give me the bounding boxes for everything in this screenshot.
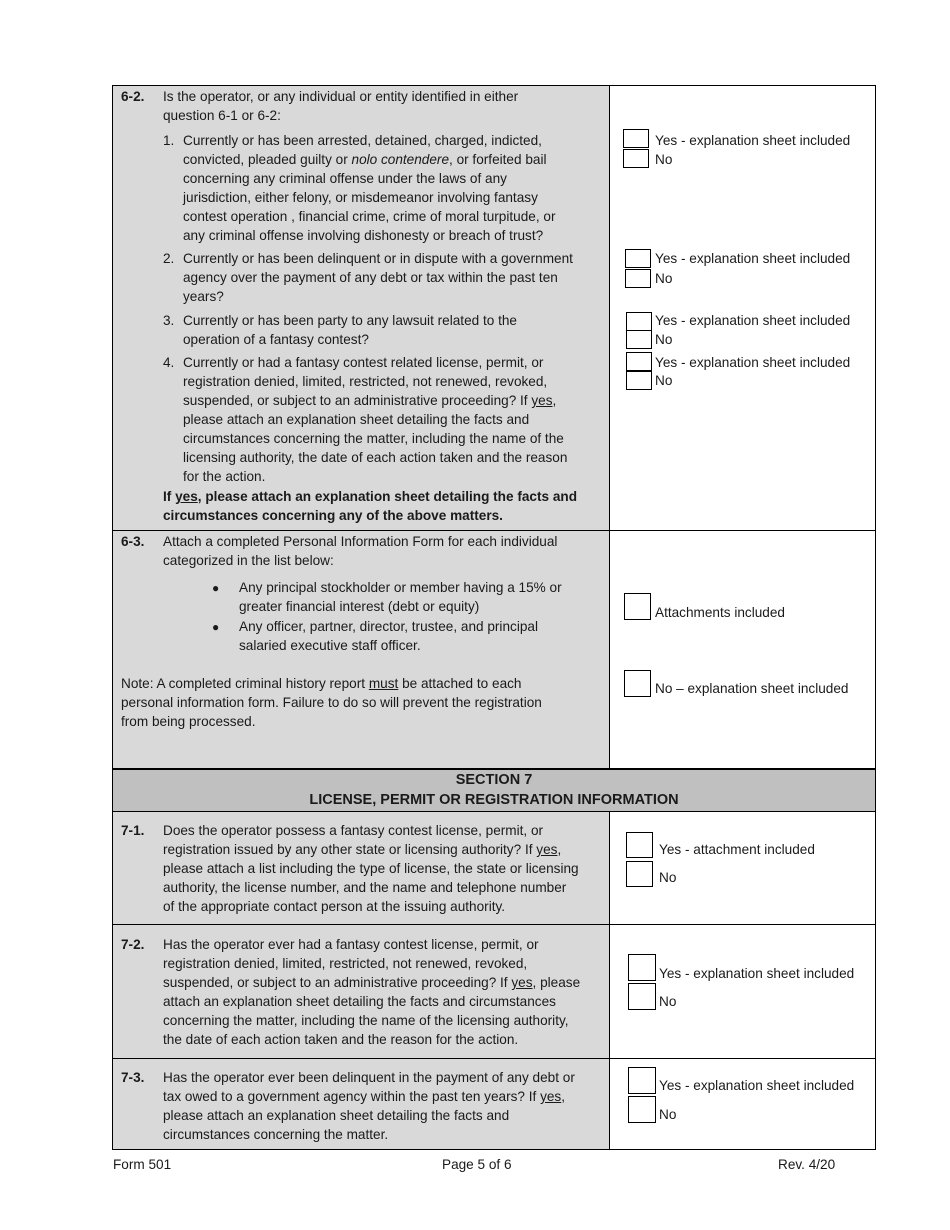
item-text: for the action. [183,469,266,484]
item-number: 1. [163,133,175,148]
bullet-text: salaried executive staff officer. [239,638,421,653]
row-divider [112,530,876,531]
question-number: 7-1. [121,823,145,838]
question-text: suspended, or subject to an administrative proceeding? If yes, please [163,975,581,990]
table-border-right [875,85,876,1150]
question-text: Has the operator ever had a fantasy contest license, permit, or [163,937,539,952]
question-text: authority, the license number, and the name and telephone number [163,880,567,895]
item-text: Currently or has been delinquent or in dispute with a government [183,251,573,266]
checkbox-7-2-yes[interactable] [628,954,656,981]
no-label: No [659,870,677,885]
no-label: No [655,332,673,347]
no-explanation-label: No – explanation sheet included [655,681,849,696]
question-text: circumstances concerning the matter. [163,1127,389,1142]
question-text: Does the operator possess a fantasy contest license, permit, or [163,823,544,838]
question-text: please attach a list including the type of license, the state or licensing [163,861,579,876]
no-label: No [655,373,673,388]
no-label: No [659,994,677,1009]
attachments-label: Attachments included [655,605,785,620]
item-text: please attach an explanation sheet detailing the facts and [183,412,530,427]
checkbox-6-2-4-yes[interactable] [626,352,652,371]
item-text: any criminal offense involving dishonesty or breach of trust? [183,228,544,243]
row-divider [112,768,876,770]
row-divider [112,1058,876,1059]
checkbox-6-2-3-yes[interactable] [626,312,652,331]
question-number: 6-3. [121,534,145,549]
question-text: of the appropriate contact person at the issuing authority. [163,899,506,914]
footer-form-number: Form 501 [113,1157,172,1172]
question-text: registration issued by any other state or licensing authority? If yes, [163,842,562,857]
item-text: Currently or had a fantasy contest related license, permit, or [183,355,544,370]
item-text: agency over the payment of any debt or tax within the past ten [183,270,558,285]
footer-revision: Rev. 4/20 [778,1157,836,1172]
item-text: operation of a fantasy contest? [183,332,369,347]
question-number: 7-2. [121,937,145,952]
question-text: tax owed to a government agency within the past ten years? If yes, [163,1089,566,1104]
question-text: categorized in the list below: [163,553,334,568]
yes-label: Yes - explanation sheet included [659,1078,855,1093]
footer-page-number: Page 5 of 6 [442,1157,512,1172]
question-text: concerning the matter, including the name of the licensing authority, [163,1013,569,1028]
question-text: attach an explanation sheet detailing the facts and circumstances [163,994,556,1009]
table-border-left [112,85,113,1150]
bullet-text: greater financial interest (debt or equity) [239,599,480,614]
checkbox-6-2-1-no[interactable] [623,149,649,168]
checkbox-7-3-no[interactable] [628,1096,656,1123]
item-text: contest operation , financial crime, crime of moral turpitude, or [183,209,556,224]
bold-note: circumstances concerning any of the above matters. [163,508,503,523]
question-text: Has the operator ever been delinquent in the payment of any debt or [163,1070,575,1085]
bullet-text: Any principal stockholder or member having a 15% or [239,580,562,595]
question-text: Attach a completed Personal Information Form for each individual [163,534,558,549]
bullet-icon: ● [212,581,220,595]
checkbox-6-2-2-yes[interactable] [625,249,651,268]
table-border-bottom [112,1149,876,1150]
question-text: question 6-1 or 6-2: [163,108,281,123]
item-text: Currently or has been arrested, detained, charged, indicted, [183,133,542,148]
question-number: 6-2. [121,89,145,104]
yes-label: Yes - explanation sheet included [659,966,855,981]
checkbox-7-2-no[interactable] [628,983,656,1010]
section-title: SECTION 7 [455,772,533,788]
no-label: No [655,271,673,286]
checkbox-attachments[interactable] [624,593,651,620]
yes-label: Yes - explanation sheet included [655,355,851,370]
checkbox-7-3-yes[interactable] [628,1067,656,1094]
yes-label: Yes - explanation sheet included [655,313,851,328]
item-number: 4. [163,355,175,370]
note-text: personal information form. Failure to do so will prevent the registration [121,695,542,710]
column-divider-1 [609,85,610,769]
no-label: No [655,152,673,167]
row-divider [112,811,876,812]
item-text: concerning any criminal offense under the laws of any [183,171,507,186]
question-text: the date of each action taken and the reason for the action. [163,1032,519,1047]
item-text: circumstances concerning the matter, including the name of the [183,431,564,446]
item-text: convicted, pleaded guilty or nolo contendere, or forfeited bail [183,152,547,167]
note-text: from being processed. [121,714,256,729]
bold-note: If yes, please attach an explanation sheet detailing the facts and [163,489,577,504]
item-text: jurisdiction, either felony, or misdemeanor involving fantasy [183,190,538,205]
checkbox-no-explanation[interactable] [624,670,651,697]
question-text: please attach an explanation sheet detailing the facts and [163,1108,510,1123]
bullet-text: Any officer, partner, director, trustee, and principal [239,619,538,634]
yes-label: Yes - explanation sheet included [655,251,851,266]
section-subtitle: LICENSE, PERMIT OR REGISTRATION INFORMATION [309,792,679,808]
table-border-top [112,85,876,86]
checkbox-6-2-2-no[interactable] [625,269,651,288]
question-number: 7-3. [121,1070,145,1085]
item-text: suspended, or subject to an administrative proceeding? If yes, [183,393,557,408]
item-number: 2. [163,251,175,266]
column-divider-2 [609,812,610,1150]
question-text: Is the operator, or any individual or entity identified in either [163,89,519,104]
row-divider [112,924,876,925]
bullet-icon: ● [212,620,220,634]
checkbox-6-2-1-yes[interactable] [623,129,649,148]
checkbox-7-1-yes[interactable] [626,832,653,858]
yes-label: Yes - attachment included [659,842,815,857]
item-text: registration denied, limited, restricted, not renewed, revoked, [183,374,548,389]
item-number: 3. [163,313,175,328]
checkbox-6-2-4-no[interactable] [626,371,652,390]
yes-label: Yes - explanation sheet included [655,133,851,148]
item-text: licensing authority, the date of each action taken and the reason [183,450,568,465]
question-text: registration denied, limited, restricted, not renewed, revoked, [163,956,528,971]
no-label: No [659,1107,677,1122]
note-text: Note: A completed criminal history report must be attached to each [121,676,522,691]
item-text: Currently or has been party to any lawsuit related to the [183,313,517,328]
item-text: years? [183,289,224,304]
checkbox-7-1-no[interactable] [626,861,653,887]
checkbox-6-2-3-no[interactable] [626,330,652,349]
